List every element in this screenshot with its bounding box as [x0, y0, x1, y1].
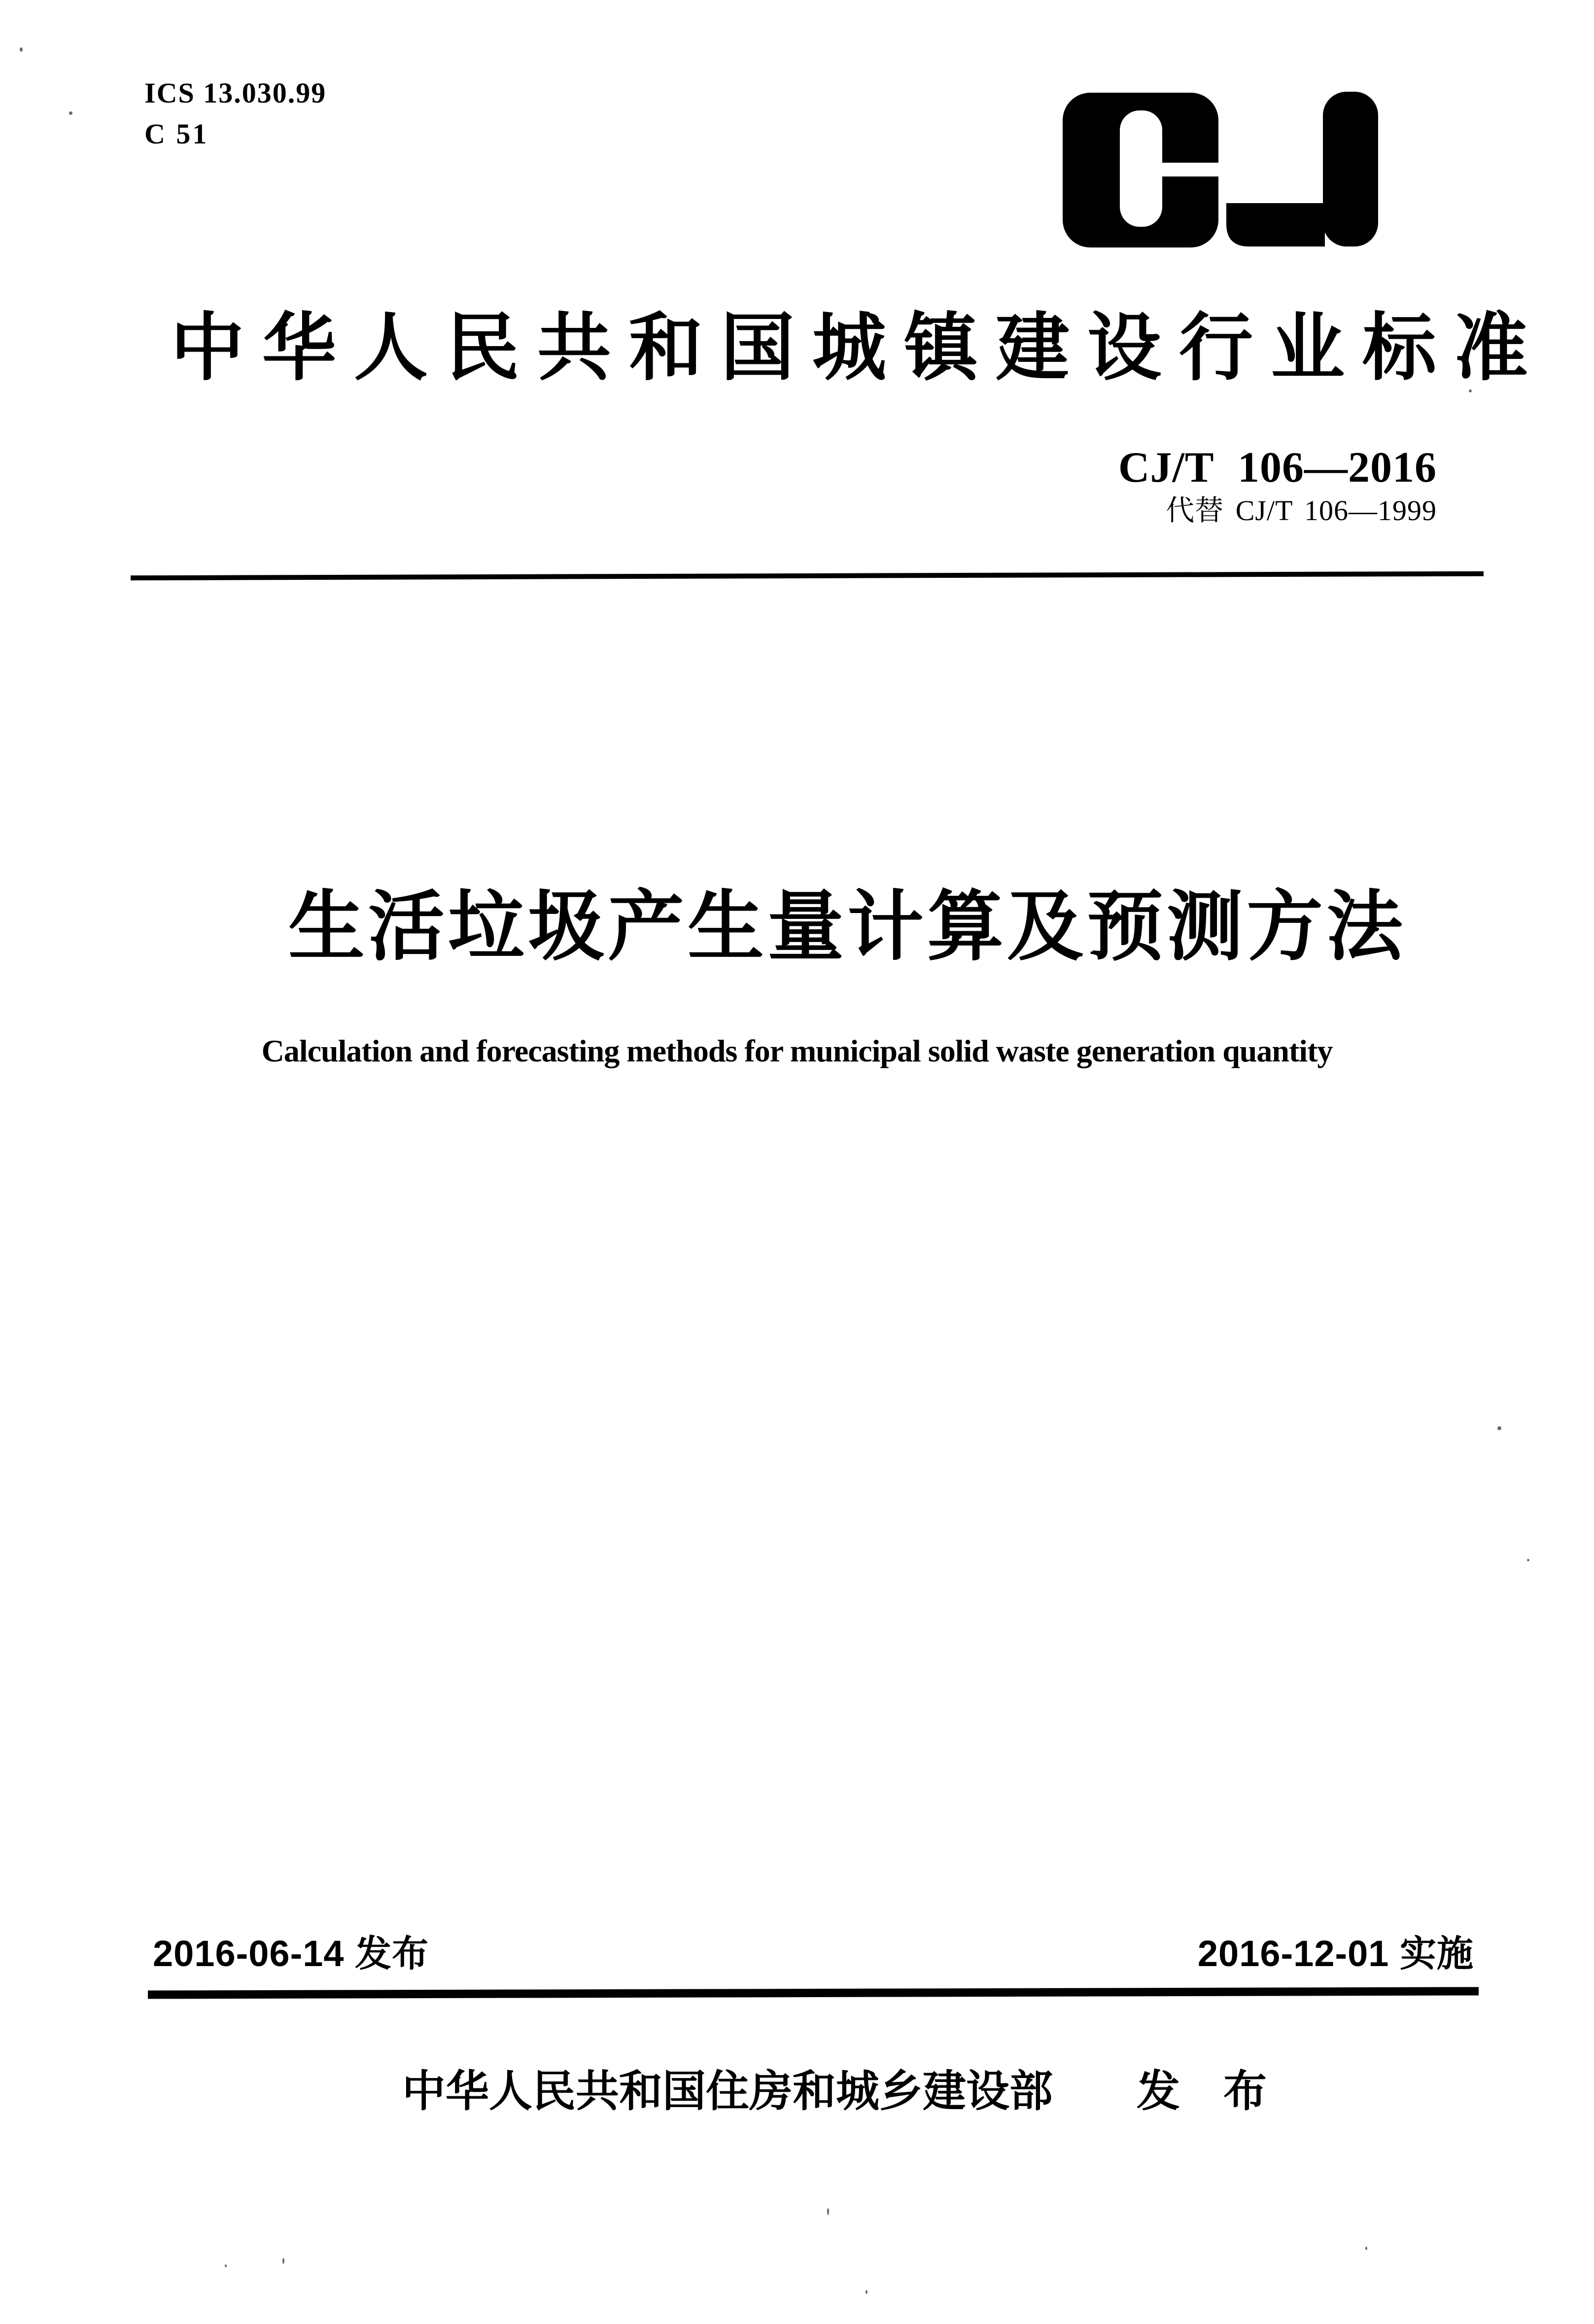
effective-date: 2016-12-01 实施 [1197, 1933, 1474, 1974]
standard-number-block [1118, 446, 1437, 525]
classification-code: C 51 [144, 118, 209, 150]
scan-speck [827, 2208, 829, 2215]
scan-speck [1527, 1559, 1529, 1561]
document-title-en: Calculation and forecasting methods for municipal solid waste generation quantity [261, 1033, 1333, 1068]
top-divider [131, 571, 1484, 581]
scan-speck [1497, 1426, 1501, 1430]
cj-logo [1060, 92, 1385, 249]
ics-code: ICS 13.030.99 [144, 77, 327, 109]
scan-speck [225, 2264, 227, 2267]
scan-speck [866, 2290, 867, 2294]
scan-speck [1469, 389, 1472, 392]
scan-speck [282, 2258, 284, 2264]
issuer-name: 中华人民共和国住房和城乡建设部 [402, 2067, 1053, 2115]
bottom-divider [148, 1987, 1479, 1999]
issue-date: 2016-06-14 发布 [153, 1933, 429, 1974]
scan-speck [20, 47, 23, 52]
supersedes-note: 代替 CJ/T 106—1999 [1166, 494, 1437, 527]
category-title: 中华人民共和国城镇建设行业标准 [171, 306, 1546, 389]
publisher-row [402, 2067, 1267, 2115]
cj-logo-icon [1060, 92, 1385, 249]
document-title-zh: 生活垃圾产生量计算及预测方法 [288, 884, 1406, 969]
standard-code: CJ/T 106—2016 [1118, 444, 1437, 492]
scan-speck [69, 111, 72, 115]
issue-word: 发 布 [1137, 2067, 1267, 2115]
scan-speck [1365, 2247, 1367, 2250]
